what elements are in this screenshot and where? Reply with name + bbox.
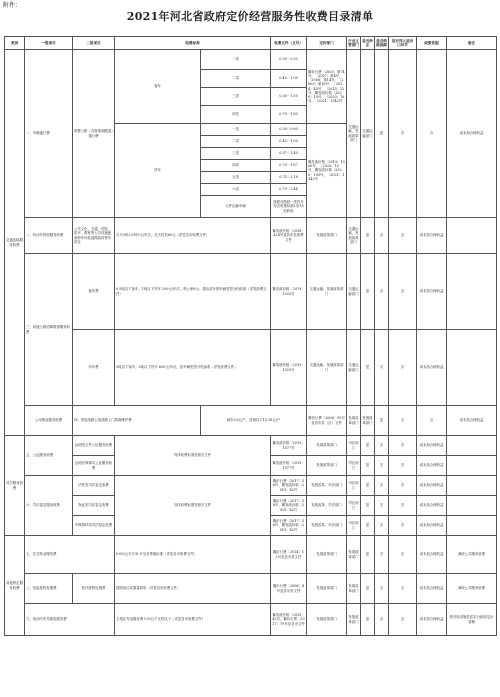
header-cell: 收费文件（文号）: [271, 37, 307, 50]
policy-cell: 成本加合理收益: [417, 604, 447, 636]
policy-cell: 成本加合理收益: [447, 406, 497, 436]
flag-cell: 否: [389, 330, 417, 406]
policy-cell: 成本加合理收益: [417, 536, 447, 574]
industry-dept-cell: 发展改革部门: [347, 574, 361, 604]
secondary-item-cell: 法医类司法鉴定收费: [73, 476, 115, 496]
primary-item-cell: 二、机动车停放服务收费: [25, 218, 73, 254]
remark-cell: [447, 330, 497, 406]
flag-cell: 否: [389, 516, 417, 536]
category-cell: 司法服务收费: [5, 436, 25, 536]
industry-dept-cell: 司法部门: [347, 516, 361, 536]
class-cell: 四类: [201, 106, 271, 124]
secondary-item-cell: 声像资料类司法鉴定收费: [73, 516, 115, 536]
category-cell: 其他特定服务收费: [5, 536, 25, 636]
doc-cell: 冀发改价格〔2019〕1900号、〔2020〕10号、冀发改价格〔2020〕100号、〔2021〕1342号: [307, 124, 347, 218]
rate-cell: 0.40－1.00: [271, 136, 307, 148]
class-cell: 六类: [201, 184, 271, 196]
header-cell: 是否涉企: [361, 37, 375, 50]
doc-cell: 冀价行费〔2006〕4号及各市县文件: [271, 574, 307, 604]
table-row: [5, 476, 497, 496]
header-cell: 二级项目: [73, 37, 115, 50]
table-row: [5, 218, 497, 254]
flag-cell: 否: [389, 476, 417, 496]
pricing-dept-cell: 发展改革部门: [307, 456, 347, 476]
table-row: [5, 536, 497, 574]
flag-cell: 是: [361, 536, 375, 574]
pricing-dept-cell: 发展改革部门: [307, 604, 347, 636]
rate-cell: 0.30－0.60: [271, 124, 307, 136]
class-cell: 三类: [201, 88, 271, 106]
remark-cell: [447, 476, 497, 496]
flag-cell: 否: [389, 604, 417, 636]
policy-cell: 成本加合理收益: [417, 476, 447, 496]
flag-cell: 是: [361, 496, 375, 516]
flag-cell: 否: [389, 50, 417, 218]
pricing-dept-cell: 发展改革部门: [307, 218, 347, 254]
standard-cell: 5吨以下客车、2吨以下货车 600元/车次，依车辆类型分档加收（详见收费文件）: [115, 330, 271, 406]
class-cell: 二类: [201, 70, 271, 88]
flag-cell: 是: [361, 436, 375, 456]
policy-cell: 成本加合理收益: [417, 436, 447, 456]
industry-dept-cell: 交通运输、发展改革部门: [347, 218, 361, 254]
flag-cell: 否: [389, 496, 417, 516]
header-cell: 收费标准: [115, 37, 271, 50]
industry-dept-cell: 交通运输部门: [347, 254, 361, 330]
rate-cell: 0.57－1.40: [271, 148, 307, 160]
table-header-row: [5, 37, 497, 50]
industry-dept-cell: 司法部门: [347, 436, 361, 456]
table-row: [5, 574, 497, 604]
flag-cell: 是: [361, 604, 375, 636]
primary-item-cell: 五、公证服务收费: [25, 436, 73, 476]
flag-cell: 否: [375, 574, 389, 604]
remark-cell: [447, 436, 497, 456]
standard-cell: 0.5吨以下客车、1吨以下货车 200元/车次，每公里8元；超出部分按车辆类型分档收取（详见收费文件）: [115, 254, 271, 330]
flag-cell: 否: [389, 536, 417, 574]
standard-cell: 白天0时2小时5元/车次，全天封顶60元（详见各市收费文件）: [115, 218, 271, 254]
primary-item-cell: 一、车辆通行费: [25, 50, 73, 218]
industry-dept-cell: 司法部门: [347, 496, 361, 516]
pricing-dept-cell: 发展改革部门: [307, 536, 347, 574]
doc-cell: 冀发改价格〔2019〕1025号: [271, 254, 307, 330]
industry-dept-cell: 交通运输部门: [347, 330, 361, 406]
header-cell: 是否纳税保障: [375, 37, 389, 50]
class-cell: 三类: [201, 148, 271, 160]
class-cell: 二类: [201, 136, 271, 148]
standard-cell: 按照床位或重量收取（详见各市收费文件）: [115, 574, 271, 604]
policy-cell: 成本加合理收益: [417, 574, 447, 604]
flag-cell: 否: [389, 436, 417, 456]
class-cell: 一类: [201, 50, 271, 70]
group-cell: 货车: [115, 124, 201, 218]
flag-cell: 否: [375, 218, 389, 254]
flag-cell: 是: [361, 218, 375, 254]
secondary-item-cell: 证明法律事实公证服务收费: [73, 456, 115, 476]
flag-cell: 否: [417, 50, 447, 218]
flag-cell: 否: [375, 536, 389, 574]
doc-cell: 冀价行费〔2014〕12号及各市县文件: [271, 536, 307, 574]
secondary-item-cell: 医疗废物处置费: [73, 574, 115, 604]
industry-dept-cell: 发展改革部门: [347, 604, 361, 636]
secondary-item-cell: 物证类司法鉴定收费: [73, 496, 115, 516]
flag-cell: 是: [361, 330, 375, 406]
primary-item-cell: 九、电动汽车充换电服务费: [25, 604, 115, 636]
flag-cell: 否: [375, 456, 389, 476]
pricing-dept-cell: 发展改革、司法部门: [307, 476, 347, 496]
fee-catalog-table: [4, 36, 497, 636]
rate-cell: 0.75－2.18: [271, 172, 307, 184]
doc-cell: 冀价行费〔2017〕38号、冀发改价格〔2019〕42号: [271, 476, 307, 496]
flag-cell: 否: [389, 574, 417, 604]
class-cell: 五类: [201, 172, 271, 184]
doc-cell: 冀发改价格〔2015〕42号、冀价行费〔2017〕79号及各市文件: [271, 604, 307, 636]
primary-item-cell: 三、高速公路清障救援服务收费: [25, 254, 73, 406]
pricing-dept-cell: 交通运输、发展改革部门: [307, 330, 347, 406]
pricing-dept-cell: 发展改革部门: [307, 436, 347, 456]
policy-cell: 成本加合理收益: [417, 218, 447, 254]
pricing-dept-cell: 交通运输、发展改革部门: [347, 50, 361, 218]
flag-cell: 否: [389, 456, 417, 476]
doc-cell: 冀价行费〔2003〕第74号、〔2007〕第4号、〔2008〕第14号、〔2009〕第16号、〔2014〕45号、〔2015〕12号、冀发改价格〔2020〕10号、〔2020〕76号、〔2021〕1342号: [307, 50, 347, 124]
rate-cell: 0.30－0.50: [271, 50, 307, 70]
flag-cell: 否: [375, 436, 389, 456]
doc-cell: 冀价行费〔2006〕59号及各市县（区）文件: [307, 406, 347, 436]
industry-dept-cell: 发展改革部门: [347, 536, 361, 574]
flag-cell: 否: [375, 496, 389, 516]
secondary-item-cell: 拖车费: [73, 254, 115, 330]
class-cell: 大件运输车辆: [201, 196, 271, 218]
table-row: [5, 406, 497, 436]
policy-cell: 成本加合理收益: [417, 516, 447, 536]
flag-cell: 是: [375, 406, 389, 436]
standard-cell: 具体收费标准见相关文件: [115, 436, 271, 476]
primary-item-cell: 四、供电线路公电线路上门故障维护费: [73, 406, 201, 436]
doc-cell: 冀发改价格〔2019〕1577号: [271, 456, 307, 476]
pricing-dept-cell: 发展改革、司法部门: [307, 516, 347, 536]
category-cell: 交通运输服务收费: [5, 50, 25, 436]
secondary-item-cell: 收费公路（含桥梁和隧道）通行费: [73, 50, 115, 218]
remark-cell: [447, 496, 497, 516]
flag-cell: 是: [361, 456, 375, 476]
header-cell: 行业主管部门: [347, 37, 361, 50]
header-cell: 一级项目: [25, 37, 73, 50]
flag-cell: 否: [389, 406, 417, 436]
remark-cell: [447, 456, 497, 476]
table-row: [5, 436, 497, 456]
flag-cell: 否: [417, 406, 447, 436]
flag-cell: 否: [375, 330, 389, 406]
flag-cell: 否: [375, 254, 389, 330]
secondary-item-cell: 公共文化、交通、医院、医疗、教育等公共设施配套停车场及道路临时停车泊位: [73, 218, 115, 254]
policy-cell: 成本加合理收益: [417, 330, 447, 406]
category-cell: 公用事业服务收费: [25, 406, 73, 436]
policy-cell: 成本加合理收益: [417, 254, 447, 330]
primary-item-cell: 八、危险废物处置费: [25, 574, 73, 604]
flag-cell: 是: [375, 50, 389, 218]
flag-cell: 否: [389, 218, 417, 254]
primary-item-cell: 七、住宅物业服务费: [25, 536, 115, 574]
flag-cell: 否: [375, 476, 389, 496]
flag-cell: 否: [375, 604, 389, 636]
group-cell: 客车: [115, 50, 201, 124]
pricing-dept-cell: 发展改革、司法部门: [307, 496, 347, 516]
standard-cell: 主城区充电服务费 0.8元/千瓦时以下（详见各市收费文件）: [115, 604, 271, 636]
flag-cell: 否: [389, 254, 417, 330]
table-row: [5, 330, 497, 406]
flag-cell: 是: [361, 516, 375, 536]
industry-dept-cell: 发展改革部门: [361, 406, 375, 436]
rate-cell: 0.75－1.67: [271, 160, 307, 172]
rate-cell: 按照各路段一类货车车次收费标准1至15倍收取: [271, 196, 307, 218]
table-row: [5, 50, 497, 70]
page-title: 2021年河北省政府定价经营服务性收费目录清单: [126, 10, 374, 23]
doc-cell: 冀发改价格〔2019〕1025号: [271, 330, 307, 406]
table-row: [5, 254, 497, 330]
header-cell: 是否列入进出口环节: [389, 37, 417, 50]
primary-item-cell: 六、司法鉴定服务收费: [25, 476, 73, 536]
secondary-item-cell: 证明类文件公证服务收费: [73, 436, 115, 456]
rate-cell: 0.50－1.50: [271, 88, 307, 106]
doc-cell: 冀发改价格〔2018〕424号及各市县收费文件: [271, 218, 307, 254]
remark-cell: 减收公共服务收费: [447, 574, 497, 604]
class-cell: 一类: [201, 124, 271, 136]
remark-cell: 按充电设施性质实行政府定价管理: [447, 604, 497, 636]
flag-cell: 是: [361, 574, 375, 604]
doc-cell: 冀发改价格〔2019〕1577号: [271, 436, 307, 456]
table-row: [5, 604, 497, 636]
header-cell: 类别: [5, 37, 25, 50]
doc-cell: 冀价行费〔2017〕38号、冀发改价格〔2019〕42号: [271, 516, 307, 536]
standard-cell: 0.05元/平方米·月至各等级标准（详见各市收费文件）: [115, 536, 271, 574]
industry-dept-cell: 交通运输部门: [361, 50, 375, 218]
industry-dept-cell: 司法部门: [347, 476, 361, 496]
pricing-dept-cell: 发展改革部门: [347, 406, 361, 436]
rate-cell: 0.40－1.00: [271, 70, 307, 88]
header-cell: 定价部门: [307, 37, 347, 50]
rate-cell: 0.70－1.80: [271, 106, 307, 124]
pricing-dept-cell: 发展改革部门: [307, 574, 347, 604]
remark-cell: 减收公共服务收费: [447, 536, 497, 574]
remark-cell: [447, 254, 497, 330]
industry-dept-cell: 司法部门: [347, 456, 361, 476]
remark-cell: [447, 218, 497, 254]
standard-cell: 具体收费标准见相关文件: [115, 476, 271, 536]
policy-cell: 成本加合理收益: [417, 456, 447, 476]
remark-cell: [447, 516, 497, 536]
doc-cell: 冀价行费〔2017〕38号、冀发改价格〔2019〕42号: [271, 496, 307, 516]
secondary-item-cell: 吊车费: [73, 330, 115, 406]
flag-cell: 是: [361, 254, 375, 330]
header-cell: 政策依据: [417, 37, 447, 50]
rate-cell: 0.79－2.44: [271, 184, 307, 196]
class-cell: 四类: [201, 160, 271, 172]
header-cell: 备注: [447, 37, 497, 50]
flag-cell: 否: [375, 516, 389, 536]
policy-cell: 成本加合理收益: [417, 496, 447, 516]
policy-cell: 成本加合理收益: [447, 50, 497, 218]
attachment-label: 附件：: [3, 2, 22, 9]
standard-cell: 城市20元/户，县城以下15-18元/户: [201, 406, 307, 436]
flag-cell: 是: [361, 476, 375, 496]
pricing-dept-cell: 交通运输、发展改革部门: [307, 254, 347, 330]
